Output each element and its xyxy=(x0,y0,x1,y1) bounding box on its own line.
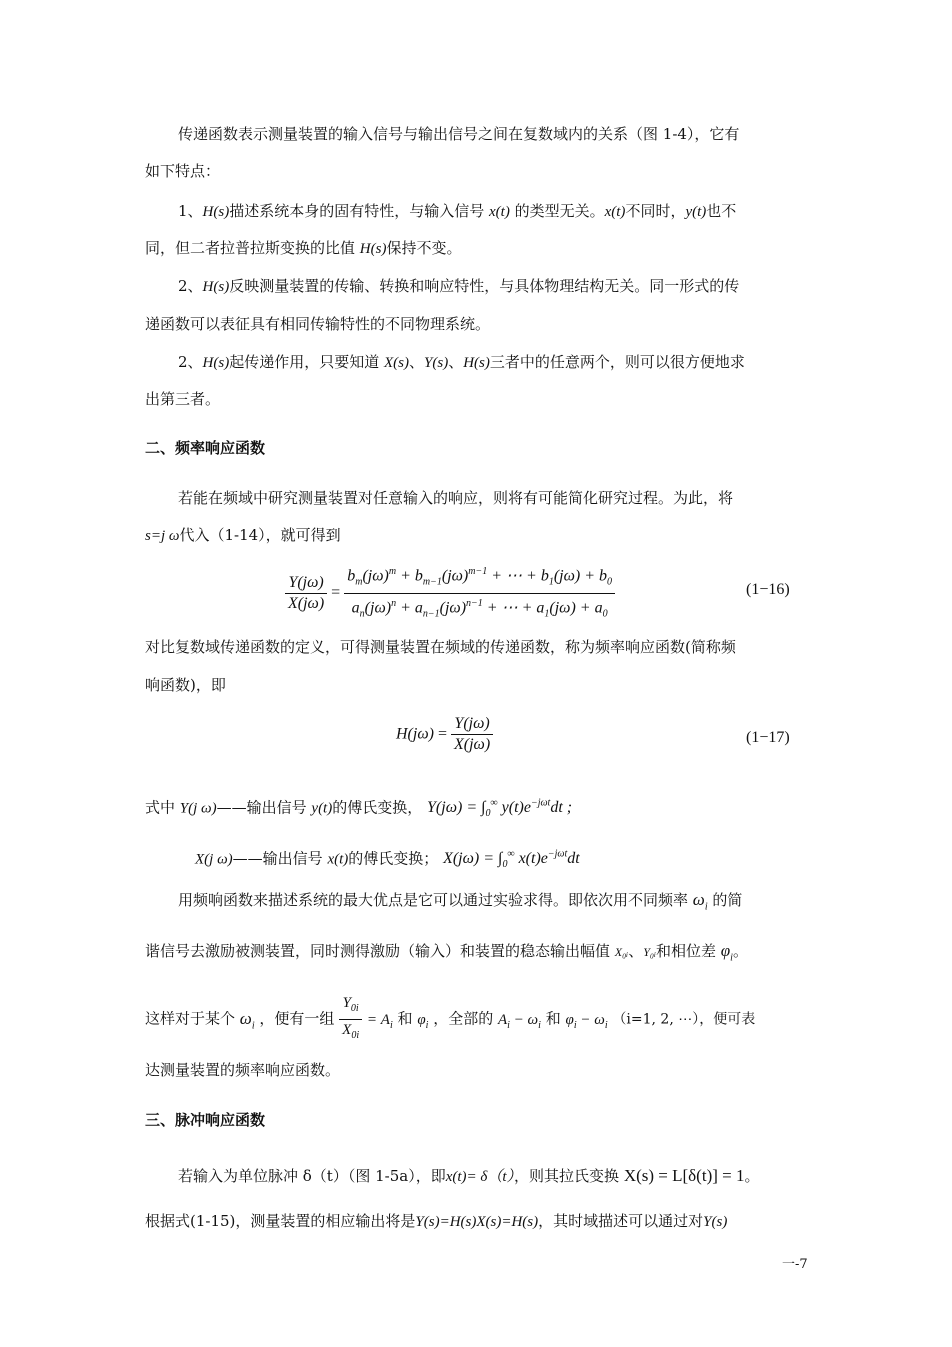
text: 保持不变。 xyxy=(386,239,462,257)
text: 2、 xyxy=(178,277,203,295)
text: 的类型无关。 xyxy=(509,202,605,220)
math-text: x(t) xyxy=(327,851,349,868)
paragraph-line xyxy=(178,1165,810,1188)
paragraph-line xyxy=(145,524,810,547)
text: 出第三者。 xyxy=(145,390,221,408)
math-text: x(t) xyxy=(604,204,626,220)
paragraph-line xyxy=(178,487,810,509)
text: 传递函数表示测量装置的输入信号与输出信号之间在复数域内的关系（图 1-4），它有 xyxy=(178,125,740,143)
paragraph-line xyxy=(178,889,810,918)
text: 的傅氏变换， xyxy=(332,798,423,817)
text: 响函数)，即 xyxy=(145,676,226,694)
text: 若输入为单位脉冲 δ（t）（图 1-5a），即 xyxy=(178,1167,446,1185)
paragraph-line xyxy=(178,351,810,374)
text: 这样对于某个 xyxy=(145,1009,236,1028)
text: ，其时域描述可以通过对 xyxy=(538,1212,704,1230)
equation-fraction: $\frac{Y(j\omega)}{X(j\omega)}$ xyxy=(451,714,493,755)
amplitude-symbol: = $A_i$ xyxy=(366,1011,393,1031)
text: 如下特点： xyxy=(145,162,221,180)
equation-1-16: $\frac{Y(j\omega)}{X(j\omega)}$ = $\frac{b_m(j\omega)^m + b_{m-1}(j\omega)^{m-1} + \cdots + b_1(j\omega) + b_0}{a_n(j\omega)^n + a_{n-1}(j\omega)^{n-1} + \cdots + a_1(j\omega) + a_0}$ xyxy=(285,562,615,624)
phase-curve: $\varphi_i - \omega_i$ xyxy=(565,1011,608,1031)
amplitude-ratio-fraction: $\frac{Y_{0i}}{X_{0i}}$ xyxy=(339,993,362,1046)
paragraph-line xyxy=(178,123,810,145)
text: ，全部的 xyxy=(433,1009,494,1028)
text: ——输出信号 xyxy=(232,849,328,868)
text: ，便有一组 xyxy=(259,1009,335,1028)
phi-i-symbol: $\varphi_i$ xyxy=(720,941,733,964)
text: ——输出信号 xyxy=(216,798,312,817)
text: 的简 xyxy=(712,891,743,909)
equation-number: (1−17) xyxy=(746,729,790,746)
text: 、 xyxy=(448,353,464,371)
math-text: Y(j ω) xyxy=(179,800,217,817)
paragraph-line xyxy=(145,1059,810,1081)
amplitude-curve: $A_i - \omega_i$ xyxy=(497,1011,541,1031)
paragraph-line xyxy=(145,388,810,410)
text: 达测量装置的频率响应函数。 xyxy=(145,1061,341,1079)
section-heading: 三、脉冲响应函数 xyxy=(145,1111,266,1129)
paragraph-line xyxy=(145,237,810,260)
text: 对比复数域传递函数的定义，可得测量装置在频域的传递函数，称为频率响应函数(简称频 xyxy=(145,638,736,656)
text: 1、 xyxy=(178,202,203,220)
text: 三者中的任意两个，则可以很方便地求 xyxy=(489,353,745,371)
text: 谐信号去激励被测装置，同时测得激励（输入）和装置的稳态输出幅值 xyxy=(145,942,611,960)
math-text: s=j ω xyxy=(145,528,180,544)
fourier-integral-x: $X(j\omega) = \int_0^\infty$ $x(t)e^{-j\omega t}dt$ xyxy=(443,849,580,871)
math-text: Y(s) xyxy=(703,1214,728,1230)
text: ，则其拉氏变换 xyxy=(514,1167,620,1185)
text: 描述系统本身的固有特性，与输入信号 xyxy=(229,202,489,220)
text: 根据式(1-15)，测量装置的相应输出将是 xyxy=(145,1212,416,1230)
math-text: H(s) xyxy=(202,355,230,371)
math-text: H(s) xyxy=(202,279,230,295)
equation-number: (1−16) xyxy=(746,581,790,598)
paragraph-line xyxy=(145,160,810,182)
paragraph-line xyxy=(145,1210,810,1233)
text: 的傅氏变换； xyxy=(348,849,439,868)
equation-lhs-fraction: $\frac{Y(j\omega)}{X(j\omega)}$ xyxy=(285,573,327,614)
paragraph-line xyxy=(145,993,810,1041)
text: 式中 xyxy=(145,798,180,817)
text: 。 xyxy=(744,1167,760,1185)
math-text: H(s) xyxy=(359,241,387,257)
equation-rhs-fraction: $\frac{b_m(j\omega)^m + b_{m-1}(j\omega)^{m-1} + \cdots + b_1(j\omega) + b_0}{a_n(j\omega)^n + a_{n-1}(j\omega)^{n-1} + \cdots + a_1(j\omega) + a_0}$ xyxy=(344,562,615,624)
text: 递函数可以表征具有相同传输特性的不同物理系统。 xyxy=(145,315,491,333)
text: 若能在频域中研究测量装置对任意输入的响应，则将有可能简化研究过程。为此，将 xyxy=(178,489,734,507)
text: 和 xyxy=(397,1009,413,1028)
section-heading: 二、频率响应函数 xyxy=(145,439,266,457)
phi-i-symbol: $\varphi_i$ xyxy=(417,1011,429,1031)
math-text: H(s) xyxy=(463,355,490,371)
paragraph-line xyxy=(145,674,810,696)
text: 不同时， xyxy=(625,202,686,220)
math-text: x(t)= δ（t） xyxy=(445,1169,515,1185)
math-text: H(s) xyxy=(202,204,230,220)
text: 也不 xyxy=(706,202,737,220)
equation-1-17: H(jω) = $\frac{Y(j\omega)}{X(j\omega)}$ xyxy=(396,714,493,755)
math-text: X₀ᵢ xyxy=(614,945,629,959)
text: 代入（1-14），就可得到 xyxy=(179,526,341,544)
paragraph-line xyxy=(145,313,810,335)
omega-i-symbol: $\omega_i$ xyxy=(239,1008,255,1031)
math-text: Y₀ᵢ xyxy=(643,945,656,959)
text: 和相位差 xyxy=(655,942,716,960)
paragraph-line xyxy=(178,200,810,223)
text: 、 xyxy=(628,942,644,960)
page-number: 一-7 xyxy=(782,1257,808,1272)
math-text: y(t) xyxy=(311,800,333,817)
text: 2、 xyxy=(178,353,203,371)
paragraph-line xyxy=(195,844,860,877)
paragraph-line xyxy=(145,793,810,826)
math-text: x(t) xyxy=(489,204,510,220)
math-text: y(t) xyxy=(685,204,707,220)
math-text: X(s) xyxy=(384,355,409,371)
text: 、 xyxy=(409,353,425,371)
paragraph-line xyxy=(145,636,810,658)
text: 反映测量装置的传输、转换和响应特性，与具体物理结构无关。同一形式的传 xyxy=(229,277,740,295)
paragraph-line: 谐信号去激励被测装置，同时测得激励（输入）和装置的稳态输出幅值 X₀ᵢ、Y₀ᵢ和相位差 $\varphi_i$。 xyxy=(145,941,748,964)
fourier-integral-y: $Y(j\omega) = \int_0^\infty$ $y(t)e^{-j\omega t}dt$ ; xyxy=(427,798,573,820)
text: 起传递作用，只要知道 xyxy=(229,353,384,371)
laplace-transform-equation: X(s) = L[δ(t)] = 1 xyxy=(623,1166,745,1185)
text: （i=1, 2, ⋯），便可表 xyxy=(612,1011,756,1028)
math-text: X(j ω) xyxy=(195,851,233,868)
text: 和 xyxy=(545,1009,561,1028)
math-text: Y(s)=H(s)X(s)=H(s) xyxy=(415,1214,539,1230)
math-text: Y(s) xyxy=(424,355,449,371)
text: 用频响函数来描述系统的最大优点是它可以通过实验求得。即依次用不同频率 xyxy=(178,891,689,909)
paragraph-line xyxy=(178,275,810,298)
text: 同，但二者拉普拉斯变换的比值 xyxy=(145,239,360,257)
omega-i-symbol: $\omega_i$ xyxy=(692,890,708,913)
